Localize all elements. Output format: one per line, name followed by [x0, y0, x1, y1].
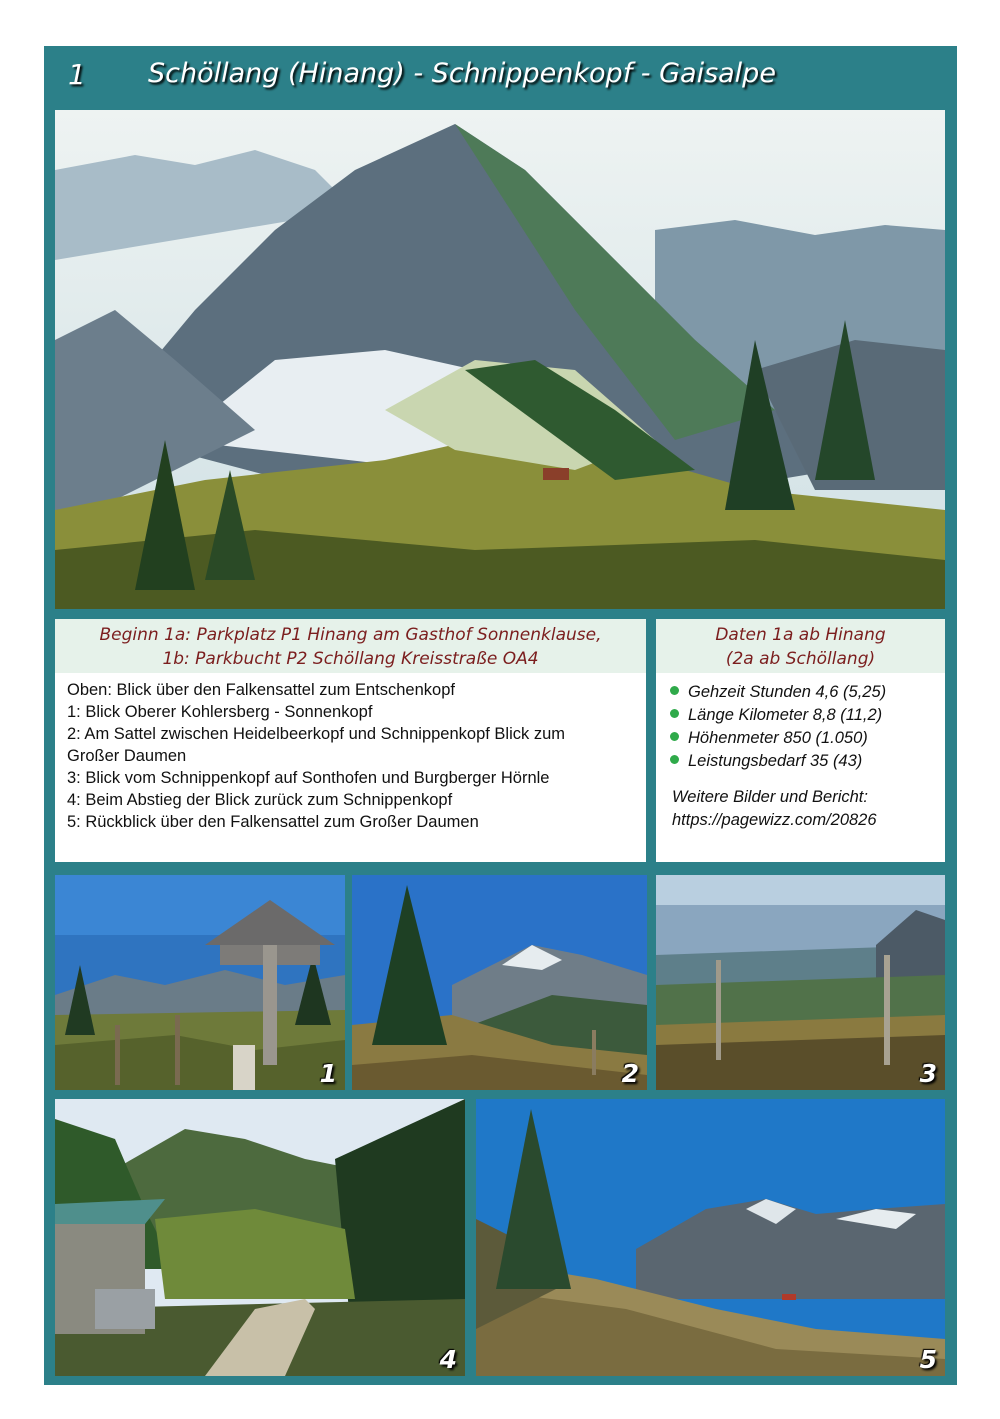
stat-item: Länge Kilometer 8,8 (11,2)	[670, 704, 945, 727]
start-line-1: Beginn 1a: Parkplatz P1 Hinang am Gasthof Sonnenklause,	[99, 625, 602, 645]
stat-item: Gehzeit Stunden 4,6 (5,25)	[670, 681, 945, 704]
stats-list	[656, 673, 945, 773]
photo-number: 2	[621, 1059, 639, 1088]
caption-line: 2: Am Sattel zwischen Heidelbeerkopf und Schnippenkopf Blick zum	[67, 725, 566, 743]
tour-number: 1	[68, 58, 86, 91]
bullet-icon	[670, 686, 679, 695]
bullet-icon	[670, 709, 679, 718]
photo-5	[476, 1099, 945, 1376]
photo-1	[55, 875, 345, 1090]
caption-line: 1: Blick Oberer Kohlersberg - Sonnenkopf	[67, 703, 373, 721]
more-info-label: Weitere Bilder und Bericht:	[672, 788, 868, 806]
photo-number: 4	[439, 1345, 457, 1374]
bullet-icon	[670, 755, 679, 764]
page-title: Schöllang (Hinang) - Schnippenkopf - Gaisalpe	[148, 58, 776, 89]
more-info	[656, 773, 945, 832]
stat-item: Höhenmeter 850 (1.050)	[670, 727, 945, 750]
data-heading-1: Daten 1a ab Hinang	[715, 625, 886, 645]
bullet-icon	[670, 732, 679, 741]
caption-line: 3: Blick vom Schnippenkopf auf Sonthofen und Burgberger Hörnle	[67, 769, 550, 787]
photo-4	[55, 1099, 465, 1376]
photo-3	[656, 875, 945, 1090]
caption-line: 5: Rückblick über den Falkensattel zum Großer Daumen	[67, 813, 479, 831]
caption-line: Oben: Blick über den Falkensattel zum Entschenkopf	[67, 681, 455, 699]
photo-number: 1	[319, 1059, 337, 1088]
data-box	[656, 619, 945, 862]
more-info-link[interactable]: https://pagewizz.com/20826	[672, 811, 877, 829]
start-line-2: 1b: Parkbucht P2 Schöllang Kreisstraße OA4	[162, 649, 539, 669]
photo-2	[352, 875, 647, 1090]
start-heading	[55, 619, 646, 673]
data-heading-2: (2a ab Schöllang)	[725, 649, 876, 669]
caption-line: 4: Beim Abstieg der Blick zurück zum Schnippenkopf	[67, 791, 453, 809]
caption-line: Großer Daumen	[67, 747, 187, 765]
photo-number: 5	[919, 1345, 937, 1374]
start-box	[55, 619, 646, 862]
stat-item: Leistungsbedarf 35 (43)	[670, 750, 945, 773]
caption-list	[55, 673, 646, 833]
data-heading	[656, 619, 945, 673]
main-photo	[55, 110, 945, 609]
photo-number: 3	[919, 1059, 937, 1088]
